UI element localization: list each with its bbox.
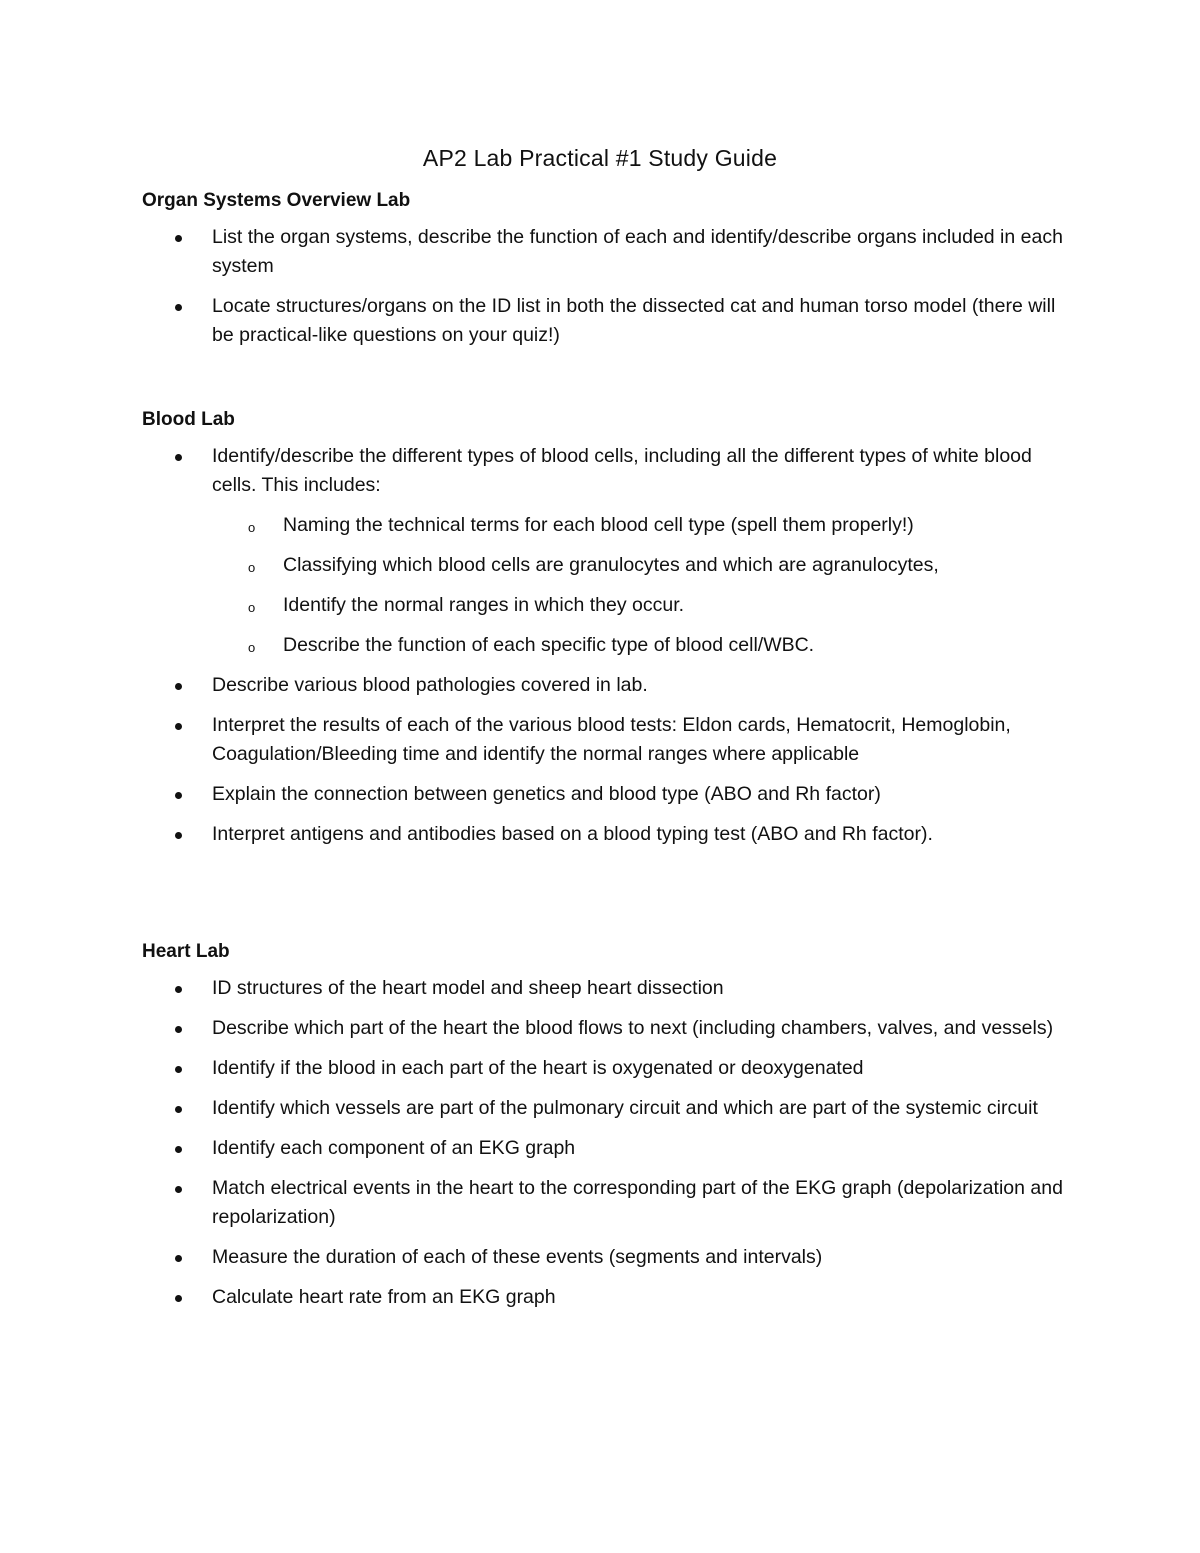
sub-list-item bbox=[212, 551, 1072, 580]
list-item bbox=[142, 780, 1072, 809]
bullet-icon bbox=[175, 1146, 182, 1153]
bullet-icon bbox=[175, 723, 182, 730]
bullet-icon bbox=[175, 1026, 182, 1033]
sub-list-item bbox=[212, 511, 1072, 540]
list-item bbox=[142, 1134, 1072, 1163]
list-item-text: Interpret antigens and antibodies based on a blood typing test (ABO and Rh factor). bbox=[212, 823, 933, 845]
list-item bbox=[142, 1054, 1072, 1083]
list-item bbox=[142, 442, 1072, 660]
hollow-bullet-icon: o bbox=[248, 640, 256, 655]
sub-list-item-text: Naming the technical terms for each blood cell type (spell them properly!) bbox=[283, 514, 914, 536]
bullet-icon bbox=[175, 832, 182, 839]
hollow-bullet-icon: o bbox=[248, 520, 256, 535]
hollow-bullet-icon: o bbox=[248, 600, 256, 615]
list-item-text: Calculate heart rate from an EKG graph bbox=[212, 1286, 556, 1308]
list-item bbox=[142, 820, 1072, 849]
list-item-text: Explain the connection between genetics and blood type (ABO and Rh factor) bbox=[212, 783, 881, 805]
list-item bbox=[142, 1243, 1072, 1272]
section-heart-lab bbox=[142, 940, 1072, 1323]
bullet-icon bbox=[175, 304, 182, 311]
list-item-text: Describe which part of the heart the blood flows to next (including chambers, valves, and vessels) bbox=[212, 1017, 1054, 1039]
bullet-icon bbox=[175, 792, 182, 799]
list-item-text: Identify/describe the different types of blood cells, including all the different types of white blood cells. This includes: bbox=[212, 445, 1032, 496]
document-title: AP2 Lab Practical #1 Study Guide bbox=[422, 145, 778, 171]
list-item bbox=[142, 1174, 1072, 1232]
list-item bbox=[142, 292, 1072, 350]
bullet-icon bbox=[175, 235, 182, 242]
list-item-text: ID structures of the heart model and sheep heart dissection bbox=[212, 977, 724, 999]
list-item bbox=[142, 974, 1072, 1003]
sub-list-item-text: Classifying which blood cells are granulocytes and which are agranulocytes, bbox=[283, 554, 939, 576]
list-item-text: Identify each component of an EKG graph bbox=[212, 1137, 576, 1159]
list-item bbox=[142, 711, 1072, 769]
bullet-icon bbox=[175, 683, 182, 690]
bullet-icon bbox=[175, 1186, 182, 1193]
bullet-icon bbox=[175, 1255, 182, 1262]
bullet-icon bbox=[175, 1066, 182, 1073]
list-item-text: Identify which vessels are part of the pulmonary circuit and which are part of the systemic circuit bbox=[212, 1097, 1038, 1119]
list-item-text: List the organ systems, describe the function of each and identify/describe organs included in each system bbox=[212, 226, 1063, 277]
bullet-list bbox=[142, 974, 1072, 1312]
sub-list-item-text: Identify the normal ranges in which they occur. bbox=[283, 594, 685, 616]
sub-list-item bbox=[212, 631, 1072, 660]
list-item-text: Match electrical events in the heart to the corresponding part of the EKG graph (depolarization and repolarization) bbox=[212, 1177, 1063, 1228]
sub-list-item bbox=[212, 591, 1072, 620]
list-item bbox=[142, 1014, 1072, 1043]
section-blood-lab bbox=[142, 408, 1072, 860]
section-heading: Blood Lab bbox=[142, 409, 235, 430]
list-item bbox=[142, 1283, 1072, 1312]
section-organ-systems bbox=[142, 189, 1072, 361]
list-item-text: Locate structures/organs on the ID list in both the dissected cat and human torso model (there will be practical-like questions on your quiz!) bbox=[212, 295, 1056, 346]
list-item-text: Interpret the results of each of the various blood tests: Eldon cards, Hematocrit, Hemoglobin, Coagulation/Bleeding time and identify the normal ranges where applicable bbox=[212, 714, 1011, 765]
bullet-icon bbox=[175, 454, 182, 461]
list-item bbox=[142, 223, 1072, 281]
bullet-icon bbox=[175, 1295, 182, 1302]
list-item bbox=[142, 1094, 1072, 1123]
section-heading: Organ Systems Overview Lab bbox=[142, 190, 411, 211]
list-item bbox=[142, 671, 1072, 700]
hollow-bullet-icon: o bbox=[248, 560, 256, 575]
sub-bullet-list bbox=[212, 511, 1072, 660]
sub-list-item-text: Describe the function of each specific type of blood cell/WBC. bbox=[283, 634, 815, 656]
bullet-list bbox=[142, 442, 1072, 849]
bullet-icon bbox=[175, 986, 182, 993]
list-item-text: Identify if the blood in each part of the heart is oxygenated or deoxygenated bbox=[212, 1057, 864, 1079]
list-item-text: Measure the duration of each of these events (segments and intervals) bbox=[212, 1246, 823, 1268]
bullet-icon bbox=[175, 1106, 182, 1113]
list-item-text: Describe various blood pathologies covered in lab. bbox=[212, 674, 648, 696]
bullet-list bbox=[142, 223, 1072, 350]
section-heading: Heart Lab bbox=[142, 941, 230, 962]
